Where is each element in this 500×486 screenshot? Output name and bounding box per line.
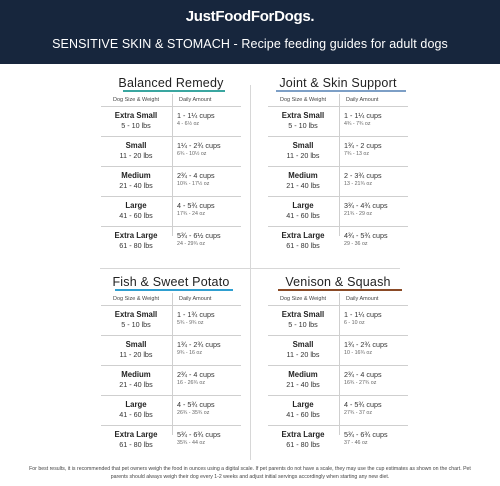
dog-size: Small <box>125 340 147 349</box>
daily-ounces: 26¾ - 35¾ oz <box>177 410 210 416</box>
dog-size: Small <box>292 340 314 349</box>
page-header <box>0 0 500 64</box>
daily-cups: 1¾ - 2 cups <box>344 141 382 150</box>
column-header-size: Dog Size & Weight <box>112 97 160 103</box>
daily-cups: 1 - 1¾ cups <box>177 310 215 319</box>
daily-ounces: 10 - 16¾ oz <box>344 350 372 356</box>
daily-cups: 1¾ - 2¾ cups <box>344 340 388 349</box>
dog-size: Large <box>292 400 314 409</box>
row-divider <box>101 425 241 426</box>
column-header-size: Dog Size & Weight <box>112 296 160 302</box>
daily-cups: 2¾ - 4 cups <box>344 370 382 379</box>
brand-logo: JustFoodForDogs. <box>185 8 315 25</box>
quadrant-divider-horizontal <box>100 268 400 269</box>
table-row <box>268 337 408 365</box>
recipe-title: Fish & Sweet Potato <box>112 275 230 289</box>
daily-ounces: 27¾ - 37 oz <box>344 410 372 416</box>
footnote: For best results, it is recommended that pet owners weigh the food in ounces using a digital scale. If pet parents do not have a scale, they may use the cup estimates as shown on the chart. Pet parents should always weigh their dog every 1-2 weeks and adjust initial servings accordingly when starting any new diet. <box>29 466 471 480</box>
column-header-amount: Daily Amount <box>179 97 212 103</box>
dog-size: Extra Large <box>114 231 158 240</box>
title-underline <box>123 90 225 92</box>
daily-ounces: 10¾ - 17½ oz <box>177 181 210 187</box>
column-header-size: Dog Size & Weight <box>279 296 327 302</box>
daily-cups: 1 - 1¼ cups <box>344 111 382 120</box>
daily-ounces: 9¾ - 16 oz <box>177 350 203 356</box>
daily-ounces: 5¾ - 9¾ oz <box>177 320 204 326</box>
dog-size: Large <box>125 400 147 409</box>
daily-cups: 4¾ - 5¾ cups <box>344 231 388 240</box>
row-divider <box>101 305 241 306</box>
table-row <box>101 138 241 166</box>
title-underline <box>278 289 402 291</box>
recipe-title: Venison & Squash <box>285 275 391 289</box>
dog-size: Small <box>125 141 147 150</box>
dog-weight: 61 - 80 lbs <box>286 241 320 250</box>
table-row <box>101 307 241 335</box>
table-row <box>268 168 408 196</box>
row-divider <box>268 425 408 426</box>
table-row <box>268 427 408 455</box>
daily-cups: 5¾ - 6¾ cups <box>344 430 388 439</box>
table-row <box>101 198 241 226</box>
row-divider <box>101 196 241 197</box>
dog-weight: 21 - 40 lbs <box>286 181 320 190</box>
quadrant-divider-vertical <box>250 85 251 460</box>
dog-weight: 11 - 20 lbs <box>286 151 320 160</box>
table-row <box>268 228 408 256</box>
dog-weight: 5 - 10 lbs <box>121 320 151 329</box>
table-row <box>268 138 408 166</box>
daily-cups: 1 - 1¼ cups <box>177 111 215 120</box>
column-header-amount: Daily Amount <box>179 296 212 302</box>
daily-ounces: 35¾ - 44 oz <box>177 440 205 446</box>
daily-cups: 1¾ - 2¾ cups <box>177 340 221 349</box>
daily-cups: 2 - 3¾ cups <box>344 171 382 180</box>
dog-weight: 5 - 10 lbs <box>288 121 318 130</box>
row-divider <box>268 196 408 197</box>
table-row <box>101 367 241 395</box>
daily-cups: 1 - 1¼ cups <box>344 310 382 319</box>
table-row <box>101 108 241 136</box>
table-row <box>101 397 241 425</box>
row-divider <box>268 136 408 137</box>
dog-size: Large <box>292 201 314 210</box>
daily-cups: 3¾ - 4¾ cups <box>344 201 388 210</box>
column-header-amount: Daily Amount <box>346 296 379 302</box>
daily-cups: 4 - 5¾ cups <box>344 400 382 409</box>
row-divider <box>101 335 241 336</box>
dog-weight: 5 - 10 lbs <box>121 121 151 130</box>
dog-weight: 21 - 40 lbs <box>119 380 153 389</box>
daily-ounces: 21¾ - 29 oz <box>344 211 372 217</box>
row-divider <box>101 365 241 366</box>
dog-size: Extra Small <box>281 310 325 319</box>
dog-size: Small <box>292 141 314 150</box>
row-divider <box>268 365 408 366</box>
daily-ounces: 17¾ - 24 oz <box>177 211 205 217</box>
dog-weight: 41 - 60 lbs <box>286 410 320 419</box>
dog-size: Medium <box>121 370 151 379</box>
dog-size: Extra Small <box>114 310 158 319</box>
dog-size: Large <box>125 201 147 210</box>
row-divider <box>268 106 408 107</box>
title-underline <box>276 90 406 92</box>
daily-ounces: 4 - 6½ oz <box>177 121 200 127</box>
dog-size: Medium <box>121 171 151 180</box>
dog-weight: 41 - 60 lbs <box>119 410 153 419</box>
dog-weight: 11 - 20 lbs <box>119 151 153 160</box>
table-row <box>268 307 408 335</box>
column-header-amount: Daily Amount <box>346 97 379 103</box>
dog-size: Extra Small <box>281 111 325 120</box>
dog-size: Extra Large <box>281 430 325 439</box>
dog-size: Extra Small <box>114 111 158 120</box>
daily-cups: 2¾ - 4 cups <box>177 370 215 379</box>
table-row <box>268 367 408 395</box>
daily-ounces: 6 - 10 oz <box>344 320 365 326</box>
daily-cups: 5¾ - 6¾ cups <box>177 430 221 439</box>
dog-weight: 61 - 80 lbs <box>119 241 153 250</box>
row-divider <box>268 395 408 396</box>
daily-ounces: 13 - 21¾ oz <box>344 181 372 187</box>
table-row <box>101 337 241 365</box>
table-row <box>101 168 241 196</box>
dog-weight: 41 - 60 lbs <box>119 211 153 220</box>
row-divider <box>101 166 241 167</box>
dog-weight: 41 - 60 lbs <box>286 211 320 220</box>
daily-ounces: 16¾ - 27¾ oz <box>344 380 377 386</box>
row-divider <box>268 335 408 336</box>
dog-weight: 5 - 10 lbs <box>288 320 318 329</box>
table-row <box>101 228 241 256</box>
row-divider <box>268 226 408 227</box>
daily-ounces: 37 - 46 oz <box>344 440 368 446</box>
row-divider <box>101 395 241 396</box>
dog-size: Extra Large <box>281 231 325 240</box>
dog-weight: 11 - 20 lbs <box>119 350 153 359</box>
row-divider <box>101 136 241 137</box>
daily-ounces: 7¾ - 13 oz <box>344 151 370 157</box>
row-divider <box>101 106 241 107</box>
dog-weight: 61 - 80 lbs <box>119 440 153 449</box>
daily-ounces: 6¾ - 10½ oz <box>177 151 207 157</box>
dog-weight: 61 - 80 lbs <box>286 440 320 449</box>
daily-cups: 5¾ - 6½ cups <box>177 231 221 240</box>
dog-size: Medium <box>288 171 318 180</box>
daily-cups: 4 - 5¾ cups <box>177 400 215 409</box>
dog-weight: 11 - 20 lbs <box>286 350 320 359</box>
table-row <box>101 427 241 455</box>
title-underline <box>115 289 233 291</box>
row-divider <box>101 226 241 227</box>
daily-ounces: 24 - 29¾ oz <box>177 241 205 247</box>
dog-weight: 21 - 40 lbs <box>286 380 320 389</box>
daily-ounces: 29 - 36 oz <box>344 241 368 247</box>
column-header-size: Dog Size & Weight <box>279 97 327 103</box>
recipe-title: Balanced Remedy <box>118 76 224 90</box>
daily-cups: 4 - 5¾ cups <box>177 201 215 210</box>
table-row <box>268 397 408 425</box>
dog-size: Extra Large <box>114 430 158 439</box>
dog-weight: 21 - 40 lbs <box>119 181 153 190</box>
dog-size: Medium <box>288 370 318 379</box>
daily-ounces: 4¾ - 7¾ oz <box>344 121 371 127</box>
daily-cups: 2¾ - 4 cups <box>177 171 215 180</box>
table-row <box>268 108 408 136</box>
daily-ounces: 16 - 26¾ oz <box>177 380 205 386</box>
daily-cups: 1¼ - 2¾ cups <box>177 141 221 150</box>
row-divider <box>268 166 408 167</box>
table-row <box>268 198 408 226</box>
page-subtitle: SENSITIVE SKIN & STOMACH - Recipe feeding guides for adult dogs <box>52 37 448 51</box>
recipe-title: Joint & Skin Support <box>279 76 397 90</box>
row-divider <box>268 305 408 306</box>
